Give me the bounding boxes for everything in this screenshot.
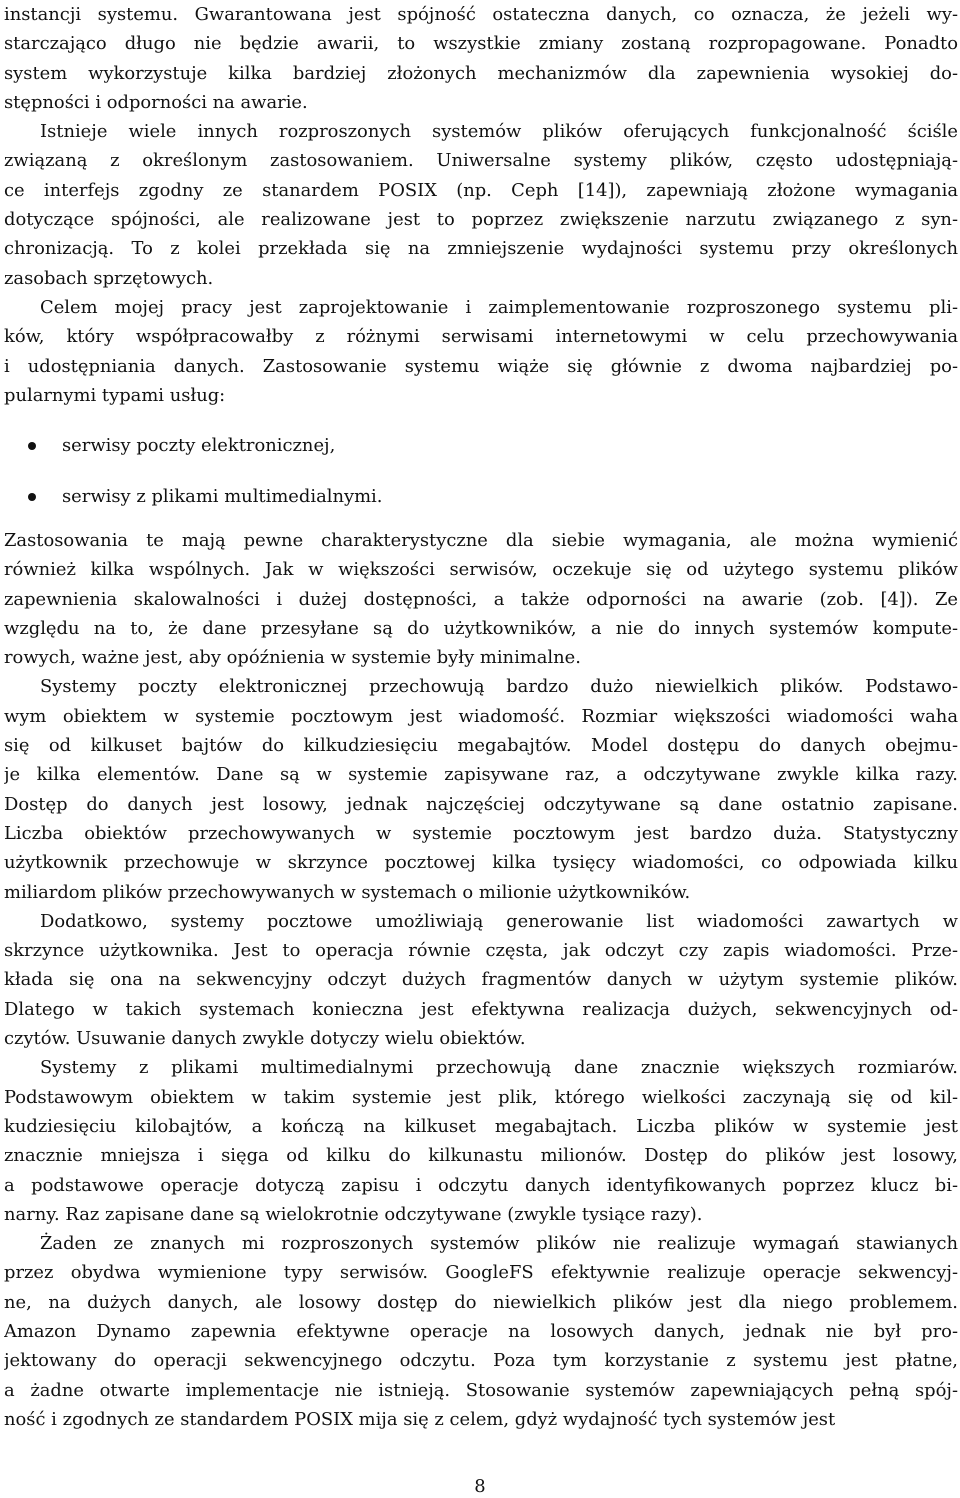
text-line: rowych, ważne jest, aby opóźnienia w systemie były minimalne.: [4, 647, 581, 669]
text-line: ce interfejs zgodny ze stanardem POSIX (np. Ceph [14]), zapewniają złożone wymagania: [4, 179, 958, 201]
text-line: Celem mojej pracy jest zaprojektowanie i zaimplementowanie rozproszonego systemu pli-: [40, 296, 958, 318]
text-line: względu na to, że dane przesyłane są do użytkowników, a nie do innych systemów kompute-: [4, 617, 958, 639]
text-line: ność i zgodnych ze standardem POSIX mija się z celem, gdyż wydajność tych systemów jest: [4, 1408, 836, 1430]
text-line: chronizacją. To z kolei przekłada się na zmniejszenie wydajności systemu przy określonych: [4, 238, 958, 260]
text-line: skrzynce użytkownika. Jest to operacja równie częsta, jak odczyt czy zapis wiadomości. Prze-: [4, 940, 958, 962]
paragraph: [4, 1053, 958, 1229]
text-line: Liczba obiektów przechowywanych w systemie pocztowym jest bardzo duża. Statystyczny: [4, 822, 958, 844]
page-number: 8: [474, 1476, 486, 1497]
list-spacer: [4, 460, 958, 482]
text-line: Dostęp do danych jest losowy, jednak najczęściej odczytywane są dane ostatnio zapisane.: [4, 793, 958, 815]
text-line: się od kilkuset bajtów do kilkudziesięciu megabajtów. Model dostępu do danych obejmu-: [4, 735, 958, 757]
body-text-after-list: [4, 526, 958, 1434]
text-line: również kilka wspólnych. Jak w większości serwisów, oczekuje się od użytego systemu plików: [4, 559, 958, 581]
text-line: ne, na dużych danych, ale losowy dostęp do niewielkich plików jest dla niego problemem.: [4, 1291, 958, 1313]
text-line: wym obiektem w systemie pocztowym jest wiadomość. Rozmiar większości wiadomości waha: [4, 705, 958, 727]
text-line: Amazon Dynamo zapewnia efektywne operacje na losowych danych, jednak nie był pro-: [4, 1321, 958, 1343]
text-line: Dodatkowo, systemy pocztowe umożliwiają generowanie list wiadomości zawartych w: [40, 910, 958, 932]
text-line: system wykorzystuje kilka bardziej złożonych mechanizmów dla zapewnienia wysokiej do-: [4, 62, 958, 84]
text-line: Zastosowania te mają pewne charakterystyczne dla siebie wymagania, ale można wymienić: [4, 530, 958, 551]
text-line: a żadne otwarte implementacje nie istnieją. Stosowanie systemów zapewniających pełną spój-: [4, 1379, 958, 1401]
text-line: zapewnienia skalowalności i dużej dostępności, a także odporności na awarie (zob. [4]). Ze: [4, 588, 958, 610]
text-line: Systemy z plikami multimedialnymi przechowują dane znacznie większych rozmiarów.: [40, 1057, 958, 1079]
text-line: stępności i odporności na awarie.: [4, 91, 308, 113]
text-line: Systemy poczty elektronicznej przechowują bardzo dużo niewielkich plików. Podstawo-: [40, 676, 958, 698]
text-line: instancji systemu. Gwarantowana jest spójność ostateczna danych, co oznacza, że jeżeli wy-: [4, 4, 958, 25]
text-line: Żaden ze znanych mi rozproszonych systemów plików nie realizuje wymagań stawianych: [40, 1233, 958, 1255]
body-text-before-list: [4, 0, 958, 410]
text-line: kudziesięciu kilobajtów, a kończą na kilkuset megabajtach. Liczba plików w systemie jest: [4, 1115, 958, 1137]
text-line: zasobach sprzętowych.: [4, 267, 214, 289]
text-line: znacznie mniejsza i sięga od kilku do kilkunastu milionów. Dostęp do plików jest losowy,: [4, 1145, 958, 1167]
text-line: i udostępniania danych. Zastosowanie systemu wiąże się głównie z dwoma najbardziej po-: [4, 355, 958, 377]
bullet-list: [4, 431, 958, 512]
text-line: pularnymi typami usług:: [4, 384, 226, 406]
text-line: jektowany do operacji sekwencyjnego odczytu. Poza tym korzystanie z systemu jest płatne,: [4, 1350, 958, 1372]
text-line: miliardom plików przechowywanych w systemach o milionie użytkowników.: [4, 881, 691, 903]
paragraph: [4, 672, 958, 906]
paragraph: [4, 1229, 958, 1434]
paragraph: [4, 0, 958, 117]
list-item-text: serwisy poczty elektronicznej,: [62, 435, 336, 456]
text-line: narny. Raz zapisane dane są wielokrotnie odczytywane (zwykle tysiące razy).: [4, 1203, 703, 1225]
text-line: kłada się ona na sekwencyjny odczyt dużych fragmentów danych w użytym systemie plików.: [4, 969, 958, 991]
text-line: przez obydwa wymienione typy serwisów. GoogleFS efektywnie realizuje operacje sekwencyj-: [4, 1262, 958, 1284]
text-line: Dlatego w takich systemach konieczna jest efektywna realizacja dużych, sekwencyjnych od-: [4, 998, 958, 1020]
list-item: [4, 431, 958, 460]
list-item-text: serwisy z plikami multimedialnymi.: [62, 486, 383, 508]
paragraph: [4, 117, 958, 293]
text-line: użytkownik przechowuje w skrzynce pocztowej kilka tysięcy wiadomości, co odpowiada kilku: [4, 852, 958, 874]
paragraph: [4, 526, 958, 672]
text-line: starczająco długo nie będzie awarii, to wszystkie zmiany zostaną rozpropagowane. Ponadto: [4, 33, 958, 55]
text-line: je kilka elementów. Dane są w systemie zapisywane raz, a odczytywane zwykle kilka razy.: [4, 764, 958, 786]
paragraph: [4, 293, 958, 410]
text-line: dotyczące spójności, ale realizowane jest to poprzez zwiększenie narzutu związanego z syn-: [4, 209, 958, 231]
text-line: ków, który współpracowałby z różnymi serwisami internetowymi w celu przechowywania: [4, 326, 958, 348]
text-line: Istnieje wiele innych rozproszonych systemów plików oferujących funkcjonalność ściśle: [40, 121, 958, 143]
text-line: czytów. Usuwanie danych zwykle dotyczy wielu obiektów.: [4, 1028, 526, 1050]
text-line: związaną z określonym zastosowaniem. Uniwersalne systemy plików, często udostępniają-: [4, 150, 958, 172]
text-line: a podstawowe operacje dotyczą zapisu i odczytu danych identyfikowanych poprzez klucz bi-: [4, 1174, 958, 1196]
list-item: [4, 482, 958, 511]
bullet-icon: [28, 442, 36, 450]
paragraph: [4, 907, 958, 1053]
bullet-icon: [28, 493, 36, 501]
text-line: Podstawowym obiektem w takim systemie jest plik, którego wielkości zaczynają się od kil-: [4, 1086, 958, 1108]
